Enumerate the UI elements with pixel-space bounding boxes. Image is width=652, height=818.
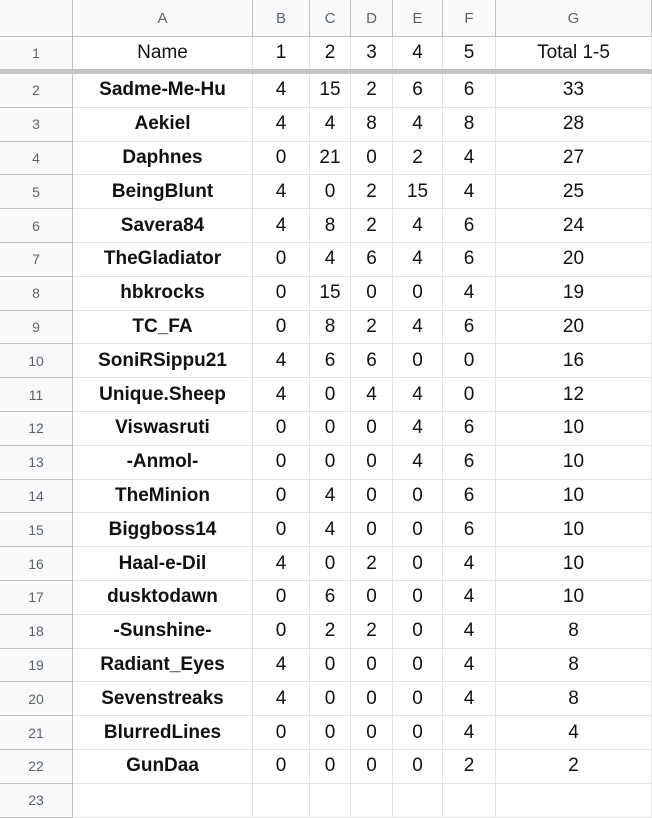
total-cell[interactable]: 4 [496, 716, 652, 750]
table-row [0, 209, 652, 243]
total-cell[interactable]: 10 [496, 513, 652, 547]
score-cell[interactable]: 0 [310, 412, 351, 446]
total-cell[interactable]: 8 [496, 615, 652, 649]
score-cell[interactable]: 4 [253, 547, 310, 581]
row-number[interactable]: 3 [0, 108, 73, 142]
score-cell[interactable]: 0 [393, 344, 443, 378]
column-header-c[interactable]: C [310, 0, 351, 37]
name-cell[interactable]: dusktodawn [73, 581, 253, 615]
name-cell[interactable]: -Sunshine- [73, 615, 253, 649]
score-cell[interactable]: 4 [253, 108, 310, 142]
score-cell[interactable]: 4 [393, 243, 443, 277]
score-cell[interactable]: 6 [393, 74, 443, 108]
score-cell[interactable]: 0 [393, 750, 443, 784]
score-cell[interactable]: 6 [443, 446, 496, 480]
score-cell[interactable]: 4 [443, 142, 496, 176]
score-cell[interactable]: 6 [443, 243, 496, 277]
score-cell[interactable]: 0 [253, 142, 310, 176]
score-cell[interactable]: 4 [393, 446, 443, 480]
score-cell[interactable]: 15 [310, 277, 351, 311]
total-cell[interactable]: 10 [496, 547, 652, 581]
score-cell[interactable]: 4 [310, 108, 351, 142]
table-row [0, 446, 652, 480]
score-cell[interactable]: 8 [310, 311, 351, 345]
score-cell[interactable]: 0 [351, 649, 393, 683]
score-cell[interactable]: 6 [443, 209, 496, 243]
score-cell[interactable]: 6 [443, 74, 496, 108]
name-cell[interactable]: Unique.Sheep [73, 378, 253, 412]
score-cell[interactable]: 0 [351, 513, 393, 547]
score-cell[interactable]: 2 [443, 750, 496, 784]
score-cell[interactable]: 21 [310, 142, 351, 176]
score-cell[interactable]: 0 [253, 311, 310, 345]
column-header-b[interactable]: B [253, 0, 310, 37]
score-cell[interactable]: 0 [351, 750, 393, 784]
table-row [0, 581, 652, 615]
table-row [0, 277, 652, 311]
row-number[interactable]: 2 [0, 74, 73, 108]
name-cell[interactable]: BlurredLines [73, 716, 253, 750]
score-cell[interactable]: 0 [351, 716, 393, 750]
column-header-e[interactable]: E [393, 0, 443, 37]
row-number[interactable]: 8 [0, 277, 73, 311]
table-row [0, 547, 652, 581]
score-cell[interactable]: 4 [443, 649, 496, 683]
score-cell[interactable]: 0 [351, 142, 393, 176]
score-cell[interactable]: 4 [393, 311, 443, 345]
name-cell[interactable]: Sevenstreaks [73, 682, 253, 716]
total-cell[interactable]: 33 [496, 74, 652, 108]
row-number[interactable]: 17 [0, 581, 73, 615]
score-cell[interactable]: 0 [310, 547, 351, 581]
score-cell[interactable]: 4 [310, 513, 351, 547]
score-cell[interactable]: 4 [393, 209, 443, 243]
score-cell[interactable]: 8 [443, 108, 496, 142]
name-cell[interactable]: Haal-e-Dil [73, 547, 253, 581]
name-cell[interactable]: TC_FA [73, 311, 253, 345]
score-cell[interactable]: 6 [443, 480, 496, 514]
header-cell-c[interactable]: 2 [310, 37, 351, 70]
score-cell[interactable]: 0 [393, 682, 443, 716]
total-cell[interactable]: 19 [496, 277, 652, 311]
row-number[interactable]: 11 [0, 378, 73, 412]
score-cell[interactable]: 2 [351, 74, 393, 108]
score-cell[interactable]: 4 [351, 378, 393, 412]
score-cell[interactable] [393, 784, 443, 818]
score-cell[interactable]: 0 [351, 446, 393, 480]
table-row [0, 615, 652, 649]
score-cell[interactable] [351, 784, 393, 818]
header-cell-b[interactable]: 1 [253, 37, 310, 70]
name-cell[interactable]: TheGladiator [73, 243, 253, 277]
score-cell[interactable] [443, 784, 496, 818]
table-row [0, 108, 652, 142]
row-number[interactable]: 14 [0, 480, 73, 514]
table-row [0, 716, 652, 750]
name-cell[interactable]: SoniRSippu21 [73, 344, 253, 378]
header-cell-a[interactable]: Name [73, 37, 253, 70]
name-cell[interactable]: Daphnes [73, 142, 253, 176]
total-cell[interactable]: 8 [496, 649, 652, 683]
score-cell[interactable]: 0 [253, 412, 310, 446]
total-cell[interactable]: 10 [496, 446, 652, 480]
score-cell[interactable]: 4 [253, 175, 310, 209]
score-cell[interactable]: 6 [443, 513, 496, 547]
name-cell[interactable]: Savera84 [73, 209, 253, 243]
header-cell-d[interactable]: 3 [351, 37, 393, 70]
row-number[interactable]: 23 [0, 784, 73, 818]
total-cell[interactable]: 20 [496, 243, 652, 277]
table-row [0, 311, 652, 345]
score-cell[interactable]: 0 [393, 716, 443, 750]
name-cell[interactable]: Viswasruti [73, 412, 253, 446]
row-number[interactable]: 16 [0, 547, 73, 581]
total-cell[interactable]: 8 [496, 682, 652, 716]
column-header-d[interactable]: D [351, 0, 393, 37]
score-cell[interactable]: 0 [253, 243, 310, 277]
row-number[interactable]: 1 [0, 37, 73, 70]
table-row [0, 175, 652, 209]
row-number[interactable]: 10 [0, 344, 73, 378]
score-cell[interactable]: 4 [310, 243, 351, 277]
row-number[interactable]: 15 [0, 513, 73, 547]
score-cell[interactable]: 6 [443, 412, 496, 446]
score-cell[interactable]: 2 [351, 209, 393, 243]
score-cell[interactable]: 4 [393, 378, 443, 412]
row-number[interactable]: 18 [0, 615, 73, 649]
name-cell[interactable]: GunDaa [73, 750, 253, 784]
name-cell[interactable]: Sadme-Me-Hu [73, 74, 253, 108]
score-cell[interactable]: 15 [310, 74, 351, 108]
score-cell[interactable]: 0 [393, 547, 443, 581]
header-cell-f[interactable]: 5 [443, 37, 496, 70]
table-row [0, 412, 652, 446]
score-cell[interactable]: 0 [253, 615, 310, 649]
score-cell[interactable]: 4 [443, 581, 496, 615]
score-cell[interactable]: 6 [310, 344, 351, 378]
score-cell[interactable]: 4 [253, 378, 310, 412]
score-cell[interactable]: 6 [351, 344, 393, 378]
score-cell[interactable]: 0 [253, 480, 310, 514]
score-cell[interactable]: 0 [310, 649, 351, 683]
name-cell[interactable]: TheMinion [73, 480, 253, 514]
score-cell[interactable]: 4 [443, 547, 496, 581]
score-cell[interactable]: 0 [310, 446, 351, 480]
score-cell[interactable]: 0 [393, 513, 443, 547]
score-cell[interactable]: 0 [253, 446, 310, 480]
score-cell[interactable]: 0 [351, 412, 393, 446]
total-cell[interactable]: 28 [496, 108, 652, 142]
table-row [0, 74, 652, 108]
row-number[interactable]: 9 [0, 311, 73, 345]
score-cell[interactable]: 4 [443, 615, 496, 649]
table-row [0, 142, 652, 176]
score-cell[interactable]: 6 [351, 243, 393, 277]
row-number[interactable]: 4 [0, 142, 73, 176]
name-cell[interactable]: Radiant_Eyes [73, 649, 253, 683]
score-cell[interactable]: 0 [351, 581, 393, 615]
table-row [0, 513, 652, 547]
row-number[interactable]: 22 [0, 750, 73, 784]
header-cell-g[interactable]: Total 1-5 [496, 37, 652, 70]
score-cell[interactable]: 2 [351, 547, 393, 581]
score-cell[interactable]: 2 [351, 615, 393, 649]
total-cell[interactable]: 25 [496, 175, 652, 209]
total-cell[interactable]: 16 [496, 344, 652, 378]
score-cell[interactable]: 0 [253, 581, 310, 615]
score-cell[interactable]: 0 [253, 277, 310, 311]
total-cell[interactable]: 10 [496, 480, 652, 514]
table-row [0, 344, 652, 378]
score-cell[interactable]: 4 [443, 277, 496, 311]
name-cell[interactable]: -Anmol- [73, 446, 253, 480]
score-cell[interactable]: 0 [393, 581, 443, 615]
score-cell[interactable]: 15 [393, 175, 443, 209]
score-cell[interactable]: 4 [443, 682, 496, 716]
row-number[interactable]: 13 [0, 446, 73, 480]
name-cell[interactable]: Biggboss14 [73, 513, 253, 547]
score-cell[interactable]: 0 [393, 649, 443, 683]
score-cell[interactable]: 4 [393, 412, 443, 446]
total-cell[interactable] [496, 784, 652, 818]
score-cell[interactable]: 4 [393, 108, 443, 142]
score-cell[interactable]: 0 [443, 344, 496, 378]
total-cell[interactable]: 10 [496, 412, 652, 446]
score-cell[interactable]: 2 [351, 311, 393, 345]
row-number[interactable]: 20 [0, 682, 73, 716]
score-cell[interactable]: 0 [393, 277, 443, 311]
total-cell[interactable]: 20 [496, 311, 652, 345]
score-cell[interactable]: 0 [310, 682, 351, 716]
score-cell[interactable]: 4 [253, 649, 310, 683]
table-row [0, 243, 652, 277]
score-cell[interactable]: 0 [310, 716, 351, 750]
table-row [0, 480, 652, 514]
name-cell[interactable]: Aekiel [73, 108, 253, 142]
score-cell[interactable]: 2 [393, 142, 443, 176]
score-cell[interactable]: 6 [443, 311, 496, 345]
row-number[interactable]: 12 [0, 412, 73, 446]
score-cell[interactable]: 4 [253, 74, 310, 108]
score-cell[interactable]: 4 [443, 716, 496, 750]
table-row [0, 682, 652, 716]
score-cell[interactable]: 0 [310, 750, 351, 784]
score-cell[interactable]: 2 [351, 175, 393, 209]
score-cell[interactable] [253, 784, 310, 818]
score-cell[interactable]: 0 [443, 378, 496, 412]
score-cell[interactable]: 0 [393, 480, 443, 514]
row-number[interactable]: 21 [0, 716, 73, 750]
total-cell[interactable]: 2 [496, 750, 652, 784]
score-cell[interactable]: 8 [351, 108, 393, 142]
score-cell[interactable]: 0 [351, 682, 393, 716]
total-cell[interactable]: 24 [496, 209, 652, 243]
frozen-row-divider[interactable] [0, 69, 652, 74]
column-header-row [0, 0, 652, 37]
score-cell[interactable]: 6 [310, 581, 351, 615]
column-header-g[interactable]: G [496, 0, 652, 37]
score-cell[interactable]: 0 [351, 480, 393, 514]
score-cell[interactable]: 0 [253, 750, 310, 784]
score-cell[interactable]: 0 [393, 615, 443, 649]
score-cell[interactable]: 0 [310, 378, 351, 412]
score-cell[interactable]: 4 [253, 344, 310, 378]
column-header-a[interactable]: A [73, 0, 253, 37]
total-cell[interactable]: 10 [496, 581, 652, 615]
select-all-corner[interactable] [0, 0, 73, 37]
score-cell[interactable]: 2 [310, 615, 351, 649]
score-cell[interactable]: 0 [253, 513, 310, 547]
row-number[interactable]: 19 [0, 649, 73, 683]
score-cell[interactable]: 0 [310, 175, 351, 209]
row-number[interactable]: 7 [0, 243, 73, 277]
column-header-f[interactable]: F [443, 0, 496, 37]
name-cell[interactable]: hbkrocks [73, 277, 253, 311]
table-row [0, 378, 652, 412]
name-cell[interactable]: BeingBlunt [73, 175, 253, 209]
header-cell-e[interactable]: 4 [393, 37, 443, 70]
score-cell[interactable]: 4 [443, 175, 496, 209]
table-row [0, 750, 652, 784]
row-number[interactable]: 5 [0, 175, 73, 209]
row-number[interactable]: 6 [0, 209, 73, 243]
score-cell[interactable]: 4 [253, 682, 310, 716]
table-header-row [0, 37, 652, 70]
table-row [0, 784, 652, 818]
score-cell[interactable]: 8 [310, 209, 351, 243]
score-cell[interactable]: 0 [253, 716, 310, 750]
total-cell[interactable]: 27 [496, 142, 652, 176]
score-cell[interactable]: 4 [253, 209, 310, 243]
score-cell[interactable]: 0 [351, 277, 393, 311]
name-cell[interactable] [73, 784, 253, 818]
score-cell[interactable]: 4 [310, 480, 351, 514]
total-cell[interactable]: 12 [496, 378, 652, 412]
table-row [0, 649, 652, 683]
score-cell[interactable] [310, 784, 351, 818]
